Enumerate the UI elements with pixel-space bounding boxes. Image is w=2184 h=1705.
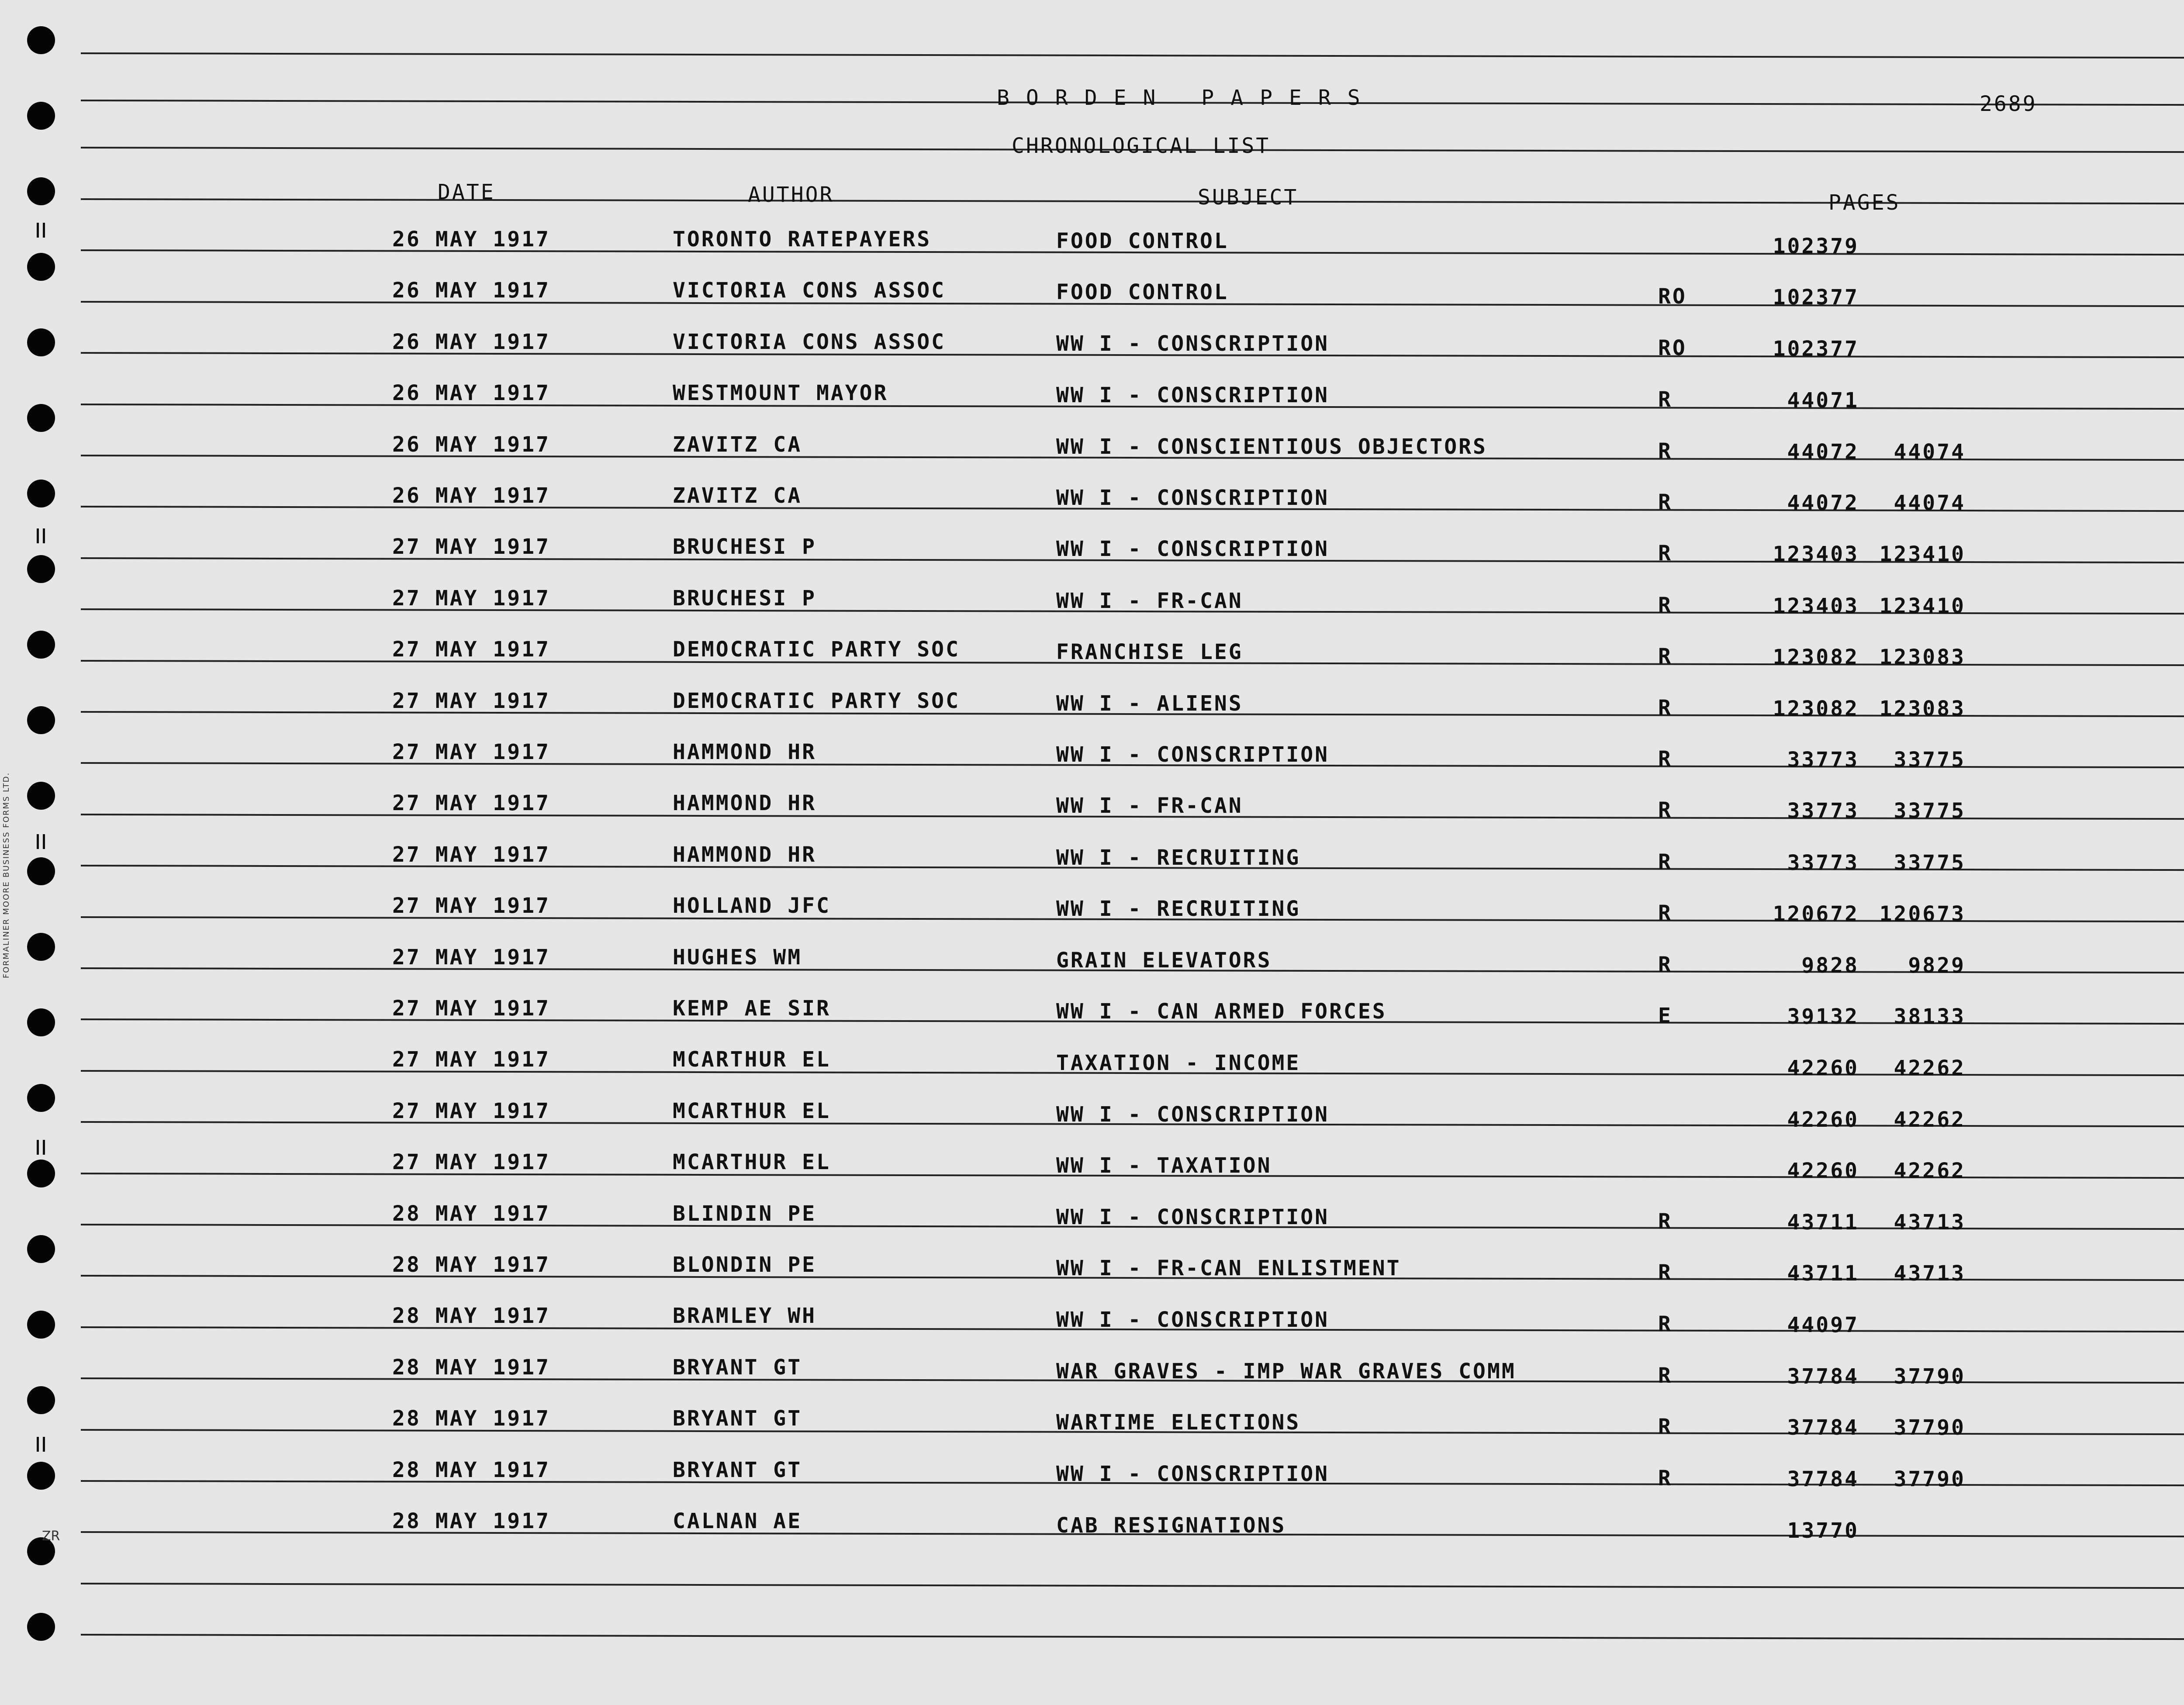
row-author: MCARTHUR EL: [673, 1099, 831, 1123]
row-code: R: [1658, 953, 1673, 977]
form-maker-imprint: FORMALINER MOORE BUSINESS FORMS LTD.: [2, 772, 11, 978]
row-subject: WW I - CONSCRIPTION: [1056, 486, 1330, 511]
row-author: VICTORIA CONS ASSOC: [673, 278, 946, 303]
row-author: MCARTHUR EL: [673, 1150, 831, 1174]
row-code: R: [1658, 1466, 1673, 1491]
row-subject: CAB RESIGNATIONS: [1056, 1513, 1286, 1538]
row-author: BLINDIN PE: [673, 1201, 816, 1226]
row-code: R: [1658, 747, 1673, 772]
tractor-hole: [27, 1311, 55, 1339]
perforation-tick: [37, 834, 39, 849]
row-page-start: 123403: [1773, 594, 1859, 618]
row-code: R: [1658, 1363, 1673, 1388]
row-page-start: 44072: [1787, 491, 1859, 516]
row-author: ZAVITZ CA: [673, 483, 802, 508]
row-date: 27 MAY 1917: [392, 689, 550, 713]
row-page-start: 123082: [1773, 696, 1859, 721]
row-date: 27 MAY 1917: [392, 1099, 550, 1123]
row-date: 28 MAY 1917: [392, 1304, 550, 1328]
row-subject: FOOD CONTROL: [1056, 229, 1229, 253]
row-subject: GRAIN ELEVATORS: [1056, 948, 1272, 973]
row-date: 27 MAY 1917: [392, 637, 550, 662]
row-subject: WW I - ALIENS: [1056, 691, 1243, 716]
row-subject: WW I - CONSCRIPTION: [1056, 331, 1330, 356]
tractor-hole: [27, 404, 55, 432]
row-page-end: 37790: [1894, 1467, 1966, 1492]
perforation-tick: [43, 528, 45, 543]
row-page-end: 44074: [1894, 491, 1966, 516]
perforation-tick: [37, 1140, 39, 1155]
row-page-start: 44072: [1787, 439, 1859, 464]
list-row: [0, 227, 2184, 259]
row-subject: WW I - CONSCRIPTION: [1056, 537, 1330, 562]
row-date: 27 MAY 1917: [392, 535, 550, 559]
column-header-pages: PAGES: [1828, 190, 1901, 215]
list-row: [0, 1201, 2184, 1235]
perforation-tick: [43, 1140, 45, 1155]
tractor-hole: [27, 555, 55, 583]
list-row: [0, 1406, 2184, 1440]
row-author: CALNAN AE: [673, 1509, 802, 1533]
row-page-start: 42260: [1787, 1056, 1859, 1080]
row-code: R: [1658, 695, 1673, 720]
row-subject: WW I - CONSCRIPTION: [1056, 383, 1330, 407]
row-date: 28 MAY 1917: [392, 1253, 550, 1277]
row-code: RO: [1658, 284, 1687, 309]
row-page-start: 33773: [1787, 799, 1859, 824]
row-author: HOLLAND JFC: [673, 894, 831, 918]
row-subject: TAXATION - INCOME: [1056, 1050, 1301, 1075]
row-page-end: 33775: [1894, 850, 1966, 875]
row-subject: FOOD CONTROL: [1056, 280, 1229, 305]
tractor-hole: [27, 177, 55, 205]
row-page-start: 33773: [1787, 850, 1859, 875]
row-page-end: 43713: [1894, 1210, 1966, 1235]
row-date: 26 MAY 1917: [392, 330, 550, 354]
row-page-end: 43713: [1894, 1261, 1966, 1286]
row-page-start: 37784: [1787, 1415, 1859, 1440]
tractor-hole: [27, 1008, 55, 1036]
row-page-start: 37784: [1787, 1364, 1859, 1389]
row-date: 26 MAY 1917: [392, 227, 550, 252]
tractor-hole: [27, 1613, 55, 1641]
tractor-hole: [27, 933, 55, 961]
column-header-date: DATE: [438, 180, 495, 204]
row-date: 27 MAY 1917: [392, 1047, 550, 1072]
row-subject: WW I - FR-CAN: [1056, 794, 1243, 818]
row-subject: WW I - CONSCRIPTION: [1056, 1462, 1330, 1487]
list-row: [0, 637, 2184, 670]
tractor-hole: [27, 1235, 55, 1263]
ruled-line: [81, 52, 2184, 59]
row-author: BLONDIN PE: [673, 1253, 816, 1277]
row-page-start: 123082: [1773, 645, 1859, 670]
perforation-tick: [43, 1437, 45, 1452]
perforation-tick: [43, 223, 45, 238]
row-author: BRYANT GT: [673, 1406, 802, 1431]
row-code: R: [1658, 1209, 1673, 1234]
list-row: [0, 996, 2184, 1029]
tractor-hole: [27, 328, 55, 356]
row-page-start: 33773: [1787, 748, 1859, 773]
tractor-hole: [27, 706, 55, 734]
row-page-start: 9828: [1801, 953, 1859, 978]
row-date: 27 MAY 1917: [392, 842, 550, 867]
row-code: R: [1658, 644, 1673, 669]
perforation-tick: [37, 223, 39, 238]
corner-mark: ZR: [42, 1529, 60, 1544]
row-code: R: [1658, 1260, 1673, 1285]
row-subject: WW I - CONSCIENTIOUS OBJECTORS: [1056, 434, 1487, 459]
row-date: 28 MAY 1917: [392, 1458, 550, 1482]
row-code: R: [1658, 438, 1673, 463]
row-author: VICTORIA CONS ASSOC: [673, 330, 946, 354]
row-page-end: 33775: [1894, 799, 1966, 824]
row-page-start: 44071: [1787, 388, 1859, 413]
row-page-end: 42262: [1894, 1056, 1966, 1080]
column-header-author: AUTHOR: [748, 183, 834, 207]
row-date: 27 MAY 1917: [392, 586, 550, 611]
tractor-hole: [27, 1386, 55, 1414]
row-author: BRUCHESI P: [673, 586, 816, 611]
row-code: R: [1658, 1415, 1673, 1439]
tractor-hole: [27, 1160, 55, 1187]
row-date: 28 MAY 1917: [392, 1509, 550, 1533]
list-row: [0, 1355, 2184, 1389]
perforation-tick: [37, 1437, 39, 1452]
row-date: 27 MAY 1917: [392, 996, 550, 1021]
row-page-start: 13770: [1787, 1518, 1859, 1543]
row-date: 27 MAY 1917: [392, 791, 550, 815]
list-row: [0, 483, 2184, 516]
row-author: ZAVITZ CA: [673, 432, 802, 457]
row-code: R: [1658, 1312, 1673, 1336]
row-subject: WW I - CONSCRIPTION: [1056, 1102, 1330, 1127]
row-page-end: 33775: [1894, 748, 1966, 773]
row-page-end: 42262: [1894, 1158, 1966, 1183]
tractor-hole: [27, 102, 55, 130]
row-code: R: [1658, 593, 1673, 618]
tractor-hole: [27, 253, 55, 281]
row-subject: WW I - CAN ARMED FORCES: [1056, 999, 1387, 1024]
row-code: R: [1658, 490, 1673, 515]
row-subject: WW I - CONSCRIPTION: [1056, 742, 1330, 767]
tractor-hole: [27, 1084, 55, 1112]
row-page-end: 44074: [1894, 439, 1966, 464]
row-author: BRYANT GT: [673, 1355, 802, 1380]
row-page-start: 43711: [1787, 1210, 1859, 1235]
row-date: 26 MAY 1917: [392, 381, 550, 405]
row-author: DEMOCRATIC PARTY SOC: [673, 637, 960, 662]
row-page-start: 44097: [1787, 1312, 1859, 1337]
document-subtitle: CHRONOLOGICAL LIST: [1012, 134, 1271, 158]
row-subject: WW I - FR-CAN ENLISTMENT: [1056, 1256, 1401, 1281]
row-author: KEMP AE SIR: [673, 996, 831, 1021]
row-page-end: 42262: [1894, 1107, 1966, 1132]
row-date: 27 MAY 1917: [392, 1150, 550, 1174]
row-page-start: 102379: [1773, 234, 1859, 259]
row-subject: WW I - CONSCRIPTION: [1056, 1307, 1330, 1332]
tractor-hole: [27, 631, 55, 659]
row-author: BRAMLEY WH: [673, 1304, 816, 1328]
document-title: BORDEN PAPERS: [997, 86, 1377, 110]
row-subject: WW I - RECRUITING: [1056, 845, 1301, 870]
row-date: 27 MAY 1917: [392, 945, 550, 970]
column-header-subject: SUBJECT: [1198, 185, 1299, 210]
row-page-start: 42260: [1787, 1107, 1859, 1132]
perforation-tick: [37, 528, 39, 543]
row-subject: WAR GRAVES - IMP WAR GRAVES COMM: [1056, 1359, 1516, 1384]
row-code: R: [1658, 541, 1673, 566]
row-page-end: 120673: [1879, 901, 1966, 926]
row-page-end: 38133: [1894, 1004, 1966, 1029]
row-subject: WW I - CONSCRIPTION: [1056, 1205, 1330, 1230]
row-date: 27 MAY 1917: [392, 894, 550, 918]
row-code: E: [1658, 1004, 1673, 1029]
list-row: [0, 945, 2184, 978]
row-subject: WW I - FR-CAN: [1056, 588, 1243, 613]
row-subject: WARTIME ELECTIONS: [1056, 1410, 1301, 1435]
row-date: 26 MAY 1917: [392, 278, 550, 303]
row-page-start: 120672: [1773, 901, 1859, 926]
row-author: BRUCHESI P: [673, 535, 816, 559]
row-author: TORONTO RATEPAYERS: [673, 227, 932, 252]
row-author: DEMOCRATIC PARTY SOC: [673, 689, 960, 713]
list-row: [0, 278, 2184, 310]
list-row: [0, 432, 2184, 464]
row-author: HUGHES WM: [673, 945, 802, 970]
row-page-start: 102377: [1773, 337, 1859, 362]
row-page-start: 123403: [1773, 542, 1859, 567]
row-author: MCARTHUR EL: [673, 1047, 831, 1072]
row-subject: FRANCHISE LEG: [1056, 639, 1243, 664]
tractor-hole: [27, 857, 55, 885]
row-code: R: [1658, 849, 1673, 874]
row-date: 28 MAY 1917: [392, 1406, 550, 1431]
tractor-hole: [27, 1462, 55, 1490]
row-code: R: [1658, 798, 1673, 823]
page-number: 2689: [1980, 92, 2037, 116]
row-date: 27 MAY 1917: [392, 740, 550, 764]
row-author: BRYANT GT: [673, 1458, 802, 1482]
row-page-end: 123083: [1879, 696, 1966, 721]
row-subject: WW I - RECRUITING: [1056, 896, 1301, 921]
row-page-start: 37784: [1787, 1467, 1859, 1492]
tractor-hole: [27, 26, 55, 54]
list-row: [0, 1047, 2184, 1080]
row-date: 26 MAY 1917: [392, 483, 550, 508]
row-page-start: 102377: [1773, 285, 1859, 310]
row-date: 28 MAY 1917: [392, 1201, 550, 1226]
row-code: R: [1658, 901, 1673, 925]
row-page-end: 123410: [1879, 594, 1966, 618]
row-author: HAMMOND HR: [673, 791, 816, 815]
perforation-tick: [43, 834, 45, 849]
tractor-hole: [27, 782, 55, 810]
row-author: WESTMOUNT MAYOR: [673, 381, 888, 405]
row-page-end: 123410: [1879, 542, 1966, 567]
row-date: 28 MAY 1917: [392, 1355, 550, 1380]
row-code: RO: [1658, 336, 1687, 361]
row-code: R: [1658, 387, 1673, 412]
row-page-start: 43711: [1787, 1261, 1859, 1286]
row-subject: WW I - TAXATION: [1056, 1153, 1272, 1178]
row-page-start: 39132: [1787, 1004, 1859, 1029]
ruled-line: [81, 1634, 2184, 1640]
ruled-line: [81, 1583, 2184, 1589]
list-row: [0, 842, 2184, 875]
row-date: 26 MAY 1917: [392, 432, 550, 457]
row-author: HAMMOND HR: [673, 842, 816, 867]
row-page-end: 9829: [1908, 953, 1966, 978]
row-page-end: 123083: [1879, 645, 1966, 670]
row-author: HAMMOND HR: [673, 740, 816, 764]
row-page-end: 37790: [1894, 1364, 1966, 1389]
row-page-start: 42260: [1787, 1158, 1859, 1183]
row-page-end: 37790: [1894, 1415, 1966, 1440]
list-row: [0, 586, 2184, 618]
